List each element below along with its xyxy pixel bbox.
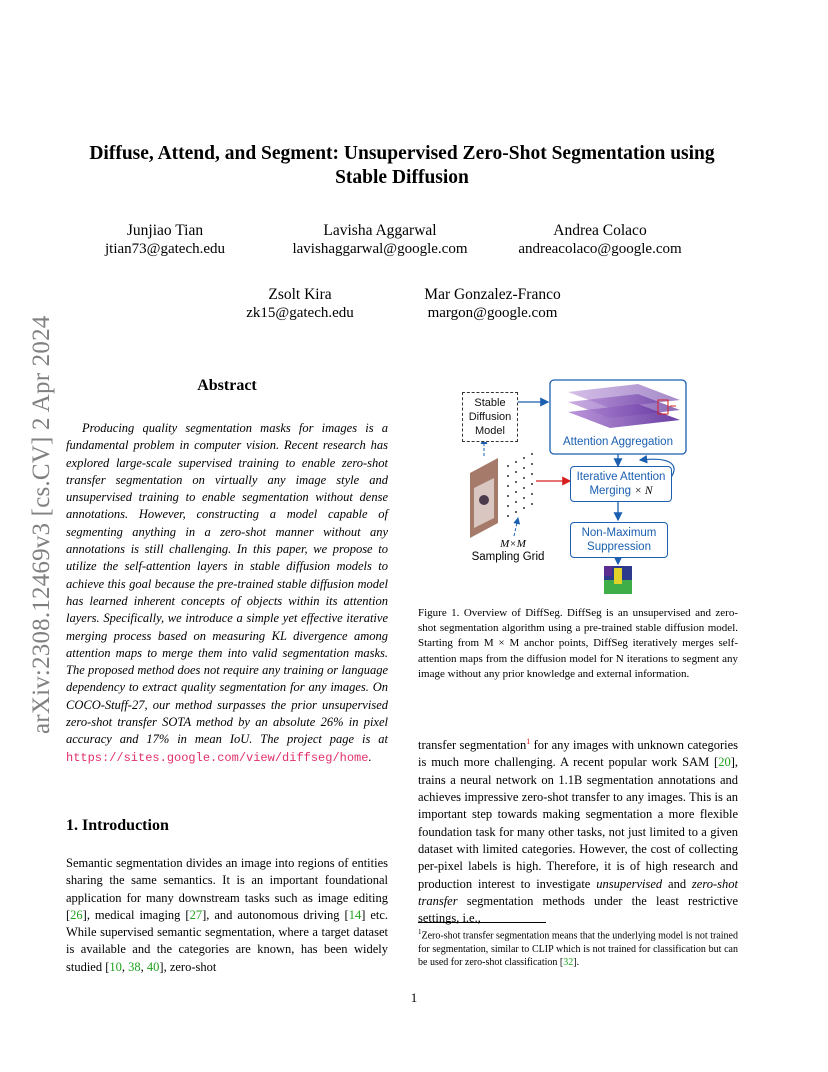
section-heading-introduction: 1. Introduction — [66, 817, 169, 834]
citation-link[interactable]: 38 — [128, 959, 141, 974]
paper-title — [70, 142, 734, 190]
author-2 — [270, 221, 490, 259]
nms-box — [570, 522, 668, 558]
stable-diffusion-box: Stable Diffusion Model — [462, 392, 518, 442]
intro-text: ], and autonomous driving [ — [202, 907, 349, 922]
author-5 — [410, 285, 575, 323]
footnote-rule — [418, 922, 546, 923]
page-number: 1 — [410, 990, 418, 1005]
author-email: andreacolaco@google.com — [518, 241, 682, 257]
author-1 — [90, 221, 240, 259]
intro-text: ] etc. While supervised semantic segmentation, where a target dataset is available and the categories are known, has been widely studied [ — [66, 907, 389, 974]
abstract-end: . — [368, 749, 372, 764]
intro-text: ], zero-shot — [159, 959, 217, 974]
author-email: lavishaggarwal@google.com — [292, 241, 468, 257]
author-email: margon@google.com — [427, 305, 558, 321]
citation-link[interactable]: 14 — [348, 907, 362, 922]
citation-link[interactable]: 40 — [146, 959, 160, 974]
body-text: for any images with unknown categories is much more challenging. A recent popular work SAM [ — [418, 738, 738, 770]
footnote-marker[interactable]: 1 — [526, 737, 531, 746]
intro-text: Semantic segmentation divides an image into regions of entities sharing the same semantics. It is an important foundational application for many downstream tasks such as image editing [ — [66, 856, 388, 922]
segmentation-output-icon — [604, 566, 632, 594]
sampling-grid-dots — [507, 453, 533, 517]
body-text: and — [662, 876, 692, 891]
emphasis-text: unsupervised — [596, 876, 663, 891]
intro-text: ], medical imaging [ — [82, 907, 190, 922]
author-email: jtian73@gatech.edu — [104, 241, 226, 257]
abstract-body — [66, 420, 388, 767]
sample-image — [470, 458, 498, 538]
author-4 — [225, 285, 375, 323]
emphasis-text: zero-shot transfer — [418, 876, 738, 908]
author-name: Mar Gonzalez-Franco — [424, 286, 561, 303]
iterative-merging-box — [570, 466, 672, 502]
body-text: transfer segmentation — [418, 738, 527, 753]
abstract-heading: Abstract — [197, 377, 257, 394]
citation-link[interactable]: 27 — [189, 907, 203, 922]
grid-dim-label: M×M — [500, 538, 526, 550]
citation-link[interactable]: 32 — [563, 957, 574, 969]
right-column-paragraph — [418, 733, 738, 927]
author-name: Andrea Colaco — [553, 222, 647, 239]
author-name: Zsolt Kira — [268, 286, 332, 303]
author-email: zk15@gatech.edu — [246, 305, 354, 321]
body-text: segmentation methods under the least restrictive settings, i.e., — [418, 893, 738, 926]
citation-link[interactable]: 20 — [718, 755, 731, 770]
figure-1-caption: Figure 1. Overview of DiffSeg. DiffSeg is an unsupervised and zero-shot segmentation algorithm using a pre-trained stable diffusion model. Starting from M × M anchor points, DiffSeg iteratively merges self-attention maps from the diffusion model for N iterations to segment any image without any prior knowledge and external information. — [418, 607, 738, 680]
footnote-end: ]. — [573, 957, 580, 969]
footnote — [418, 926, 738, 970]
citation-link[interactable]: 10 — [109, 959, 122, 974]
author-name: Junjiao Tian — [126, 222, 204, 239]
nms-label: Non-Maximum Suppression — [581, 527, 657, 553]
author-name: Lavisha Aggarwal — [323, 222, 437, 239]
footnote-text: Zero-shot transfer segmentation means that the underlying model is not trained for segmentation, similar to CLIP which is not trained for classification but can be used for zero-shot classification [ — [418, 930, 738, 969]
project-link[interactable]: https://sites.google.com/view/diffseg/home — [66, 750, 369, 765]
iterative-merging-label — [573, 470, 669, 498]
body-text: ], trains a neural network on 1.1B segmentation annotations and achieves impressive zero-shot transfer to any images. This is an important step towards making segmentation a more flexible foundation task for many other tasks, not just limited to a given dataset with limited categories. However, the cost of collecting per-pixel labels is high. Therefore, it is of high research and production interest to investigate — [418, 755, 738, 891]
attention-aggregation-label: Attention Aggregation — [563, 436, 673, 448]
abstract-text: Producing quality segmentation masks for images is a fundamental problem in computer vision. Recent research has explored large-scale supervised training to enable zero-shot transfer segmentation on virtually any image style and unsupervised training to enable segmentation without dense annotations. However, constructing a model capable of segmenting anything in a zero-shot manner without any annotations is still challenging. In this paper, we propose to utilize the self-attention layers in stable diffusion models to achieve this goal because the pre-trained stable diffusion model has learned inherent concepts of objects within its attention layers. Specifically, we introduce a simple yet effective iterative merging process based on measuring KL divergence among attention maps to merge them into valid segmentation masks. The proposed method does not require any training or language dependency to extract quality segmentation for any images. On COCO-Stuff-27, our method surpasses the prior unsupervised zero-shot transfer SOTA method by an absolute 26% in pixel accuracy and 17% in mean IoU. The project page is at — [66, 421, 388, 747]
citation-link[interactable]: 26 — [70, 907, 83, 922]
title-line-2: Stable Diffusion — [335, 167, 469, 188]
times-n-label: × N — [634, 485, 653, 497]
footnote-number: 1 — [418, 928, 422, 936]
title-line-1: Diffuse, Attend, and Segment: Unsupervised Zero-Shot Segmentation using — [89, 143, 715, 164]
author-3 — [505, 221, 695, 259]
iterative-merging-text: Iterative Attention Merging — [576, 471, 666, 497]
sampling-grid-label: Sampling Grid — [471, 551, 545, 563]
figure-1 — [418, 378, 738, 600]
arxiv-side-label: arXiv:2308.12469v3 [cs.CV] 2 Apr 2024 — [28, 315, 55, 735]
intro-paragraph: Semantic segmentation divides an image into regions of entities sharing the same semantics. It is an important foundational application for many downstream tasks such as image editing [26], medical imaging [27], and autonomous driving [14] etc. While supervised semantic segmentation, where a target dataset is available and the categories are known, has been widely studied [10, 38, 40], zero-shot — [66, 856, 389, 974]
